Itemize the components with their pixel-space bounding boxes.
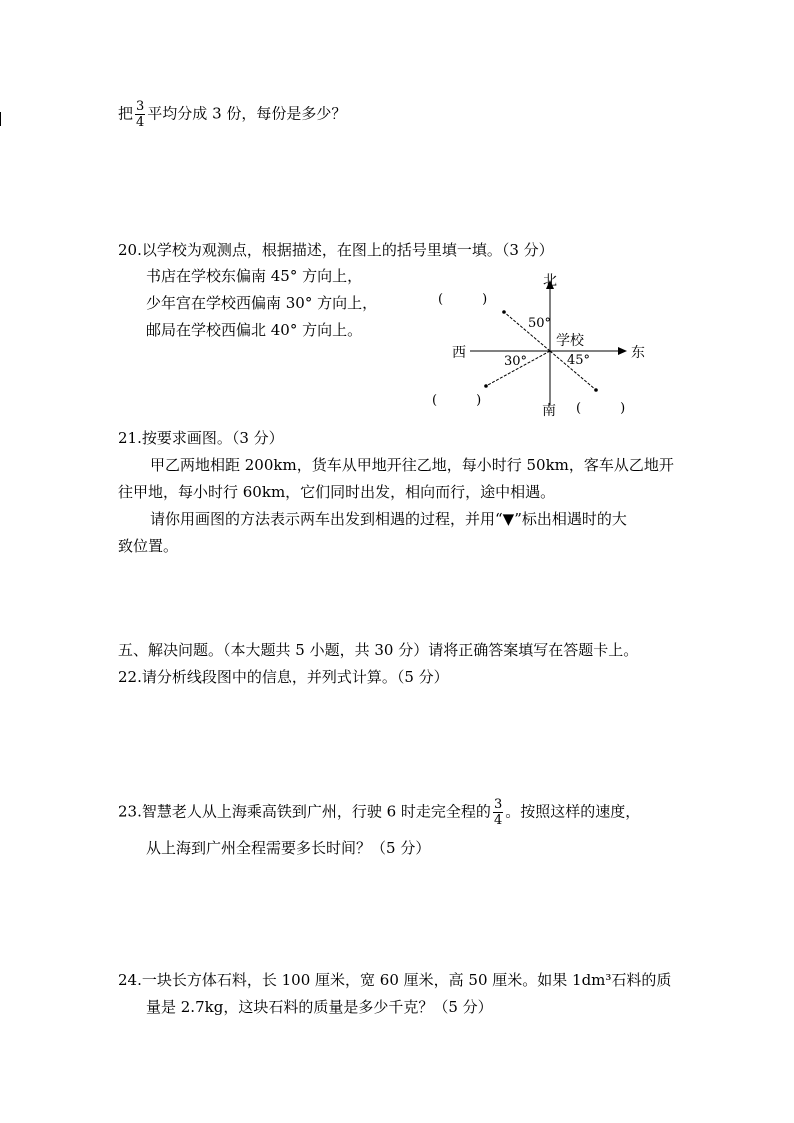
page-margin-mark: [0, 112, 3, 126]
q20-line-youth-palace: 少年宫在学校西偏南 30° 方向上，: [146, 294, 378, 312]
q23-line2: 从上海到广州全程需要多长时间？（5 分）: [146, 839, 431, 857]
label-school: 学校: [556, 333, 584, 349]
label-east: 东: [631, 345, 645, 361]
compass-diagram: [420, 265, 660, 425]
blank-southwest[interactable]: ( ): [432, 393, 482, 408]
q19-prefix: 把: [118, 104, 134, 123]
q22-title: 22.请分析线段图中的信息，并列式计算。（5 分）: [118, 668, 449, 686]
blank-northwest[interactable]: ( ): [438, 292, 488, 307]
label-north: 北: [543, 273, 557, 289]
q21-para1-line1: 甲乙两地相距 200km，货车从甲地开往乙地，每小时行 50km，客车从乙地开: [150, 456, 674, 474]
angle-southeast: 45°: [567, 353, 591, 368]
q24-line2: 量是 2.7kg，这块石料的质量是多少千克？（5 分）: [146, 998, 493, 1016]
q23-fraction-numerator: 3: [493, 797, 503, 812]
angle-southwest: 30°: [504, 354, 528, 369]
section5-title: 五、解决问题。（本大题共 5 小题，共 30 分）请将正确答案填写在答题卡上。: [118, 641, 639, 659]
q24-line1: 24.一块长方体石料，长 100 厘米，宽 60 厘米，高 50 厘米。如果 1dm³石料的质: [118, 971, 672, 989]
q19-fraction: [135, 100, 145, 129]
q19-suffix: 平均分成 3 份，每份是多少？: [147, 104, 347, 123]
q20-line-bookstore: 书店在学校东偏南 45° 方向上，: [146, 267, 363, 285]
q23-fraction-denominator: 4: [493, 813, 503, 828]
point-northwest: [502, 310, 506, 314]
q23-prefix: 23.智慧老人从上海乘高铁到广州，行驶 6 时走完全程的: [118, 802, 491, 821]
blank-southeast[interactable]: ( ): [576, 401, 626, 416]
point-southeast: [594, 388, 598, 392]
label-west: 西: [452, 345, 466, 361]
east-arrow-icon: [618, 347, 627, 355]
q19-text: [118, 100, 346, 129]
q19-fraction-denominator: 4: [136, 115, 145, 130]
q21-title: 21.按要求画图。（3 分）: [118, 429, 284, 447]
label-south: 南: [542, 403, 556, 419]
q21-para2-line1: 请你用画图的方法表示两车出发到相遇的过程，并用“▼”标出相遇时的大: [150, 510, 627, 528]
q20-title: 20.以学校为观测点，根据描述，在图上的括号里填一填。（3 分）: [118, 241, 554, 259]
q20-line-post-office: 邮局在学校西偏北 40° 方向上。: [146, 321, 363, 339]
q19-fraction-numerator: 3: [136, 99, 145, 114]
angle-northwest: 50°: [528, 316, 552, 331]
q23-fraction: [493, 798, 503, 827]
q21-para2-line2: 致位置。: [118, 537, 179, 555]
q23-line1: [118, 798, 640, 827]
point-southwest: [484, 384, 488, 388]
q23-suffix: 。按照这样的速度，: [505, 802, 641, 821]
q21-para1-line2: 往甲地，每小时行 60km，它们同时出发，相向而行，途中相遇。: [118, 483, 556, 501]
